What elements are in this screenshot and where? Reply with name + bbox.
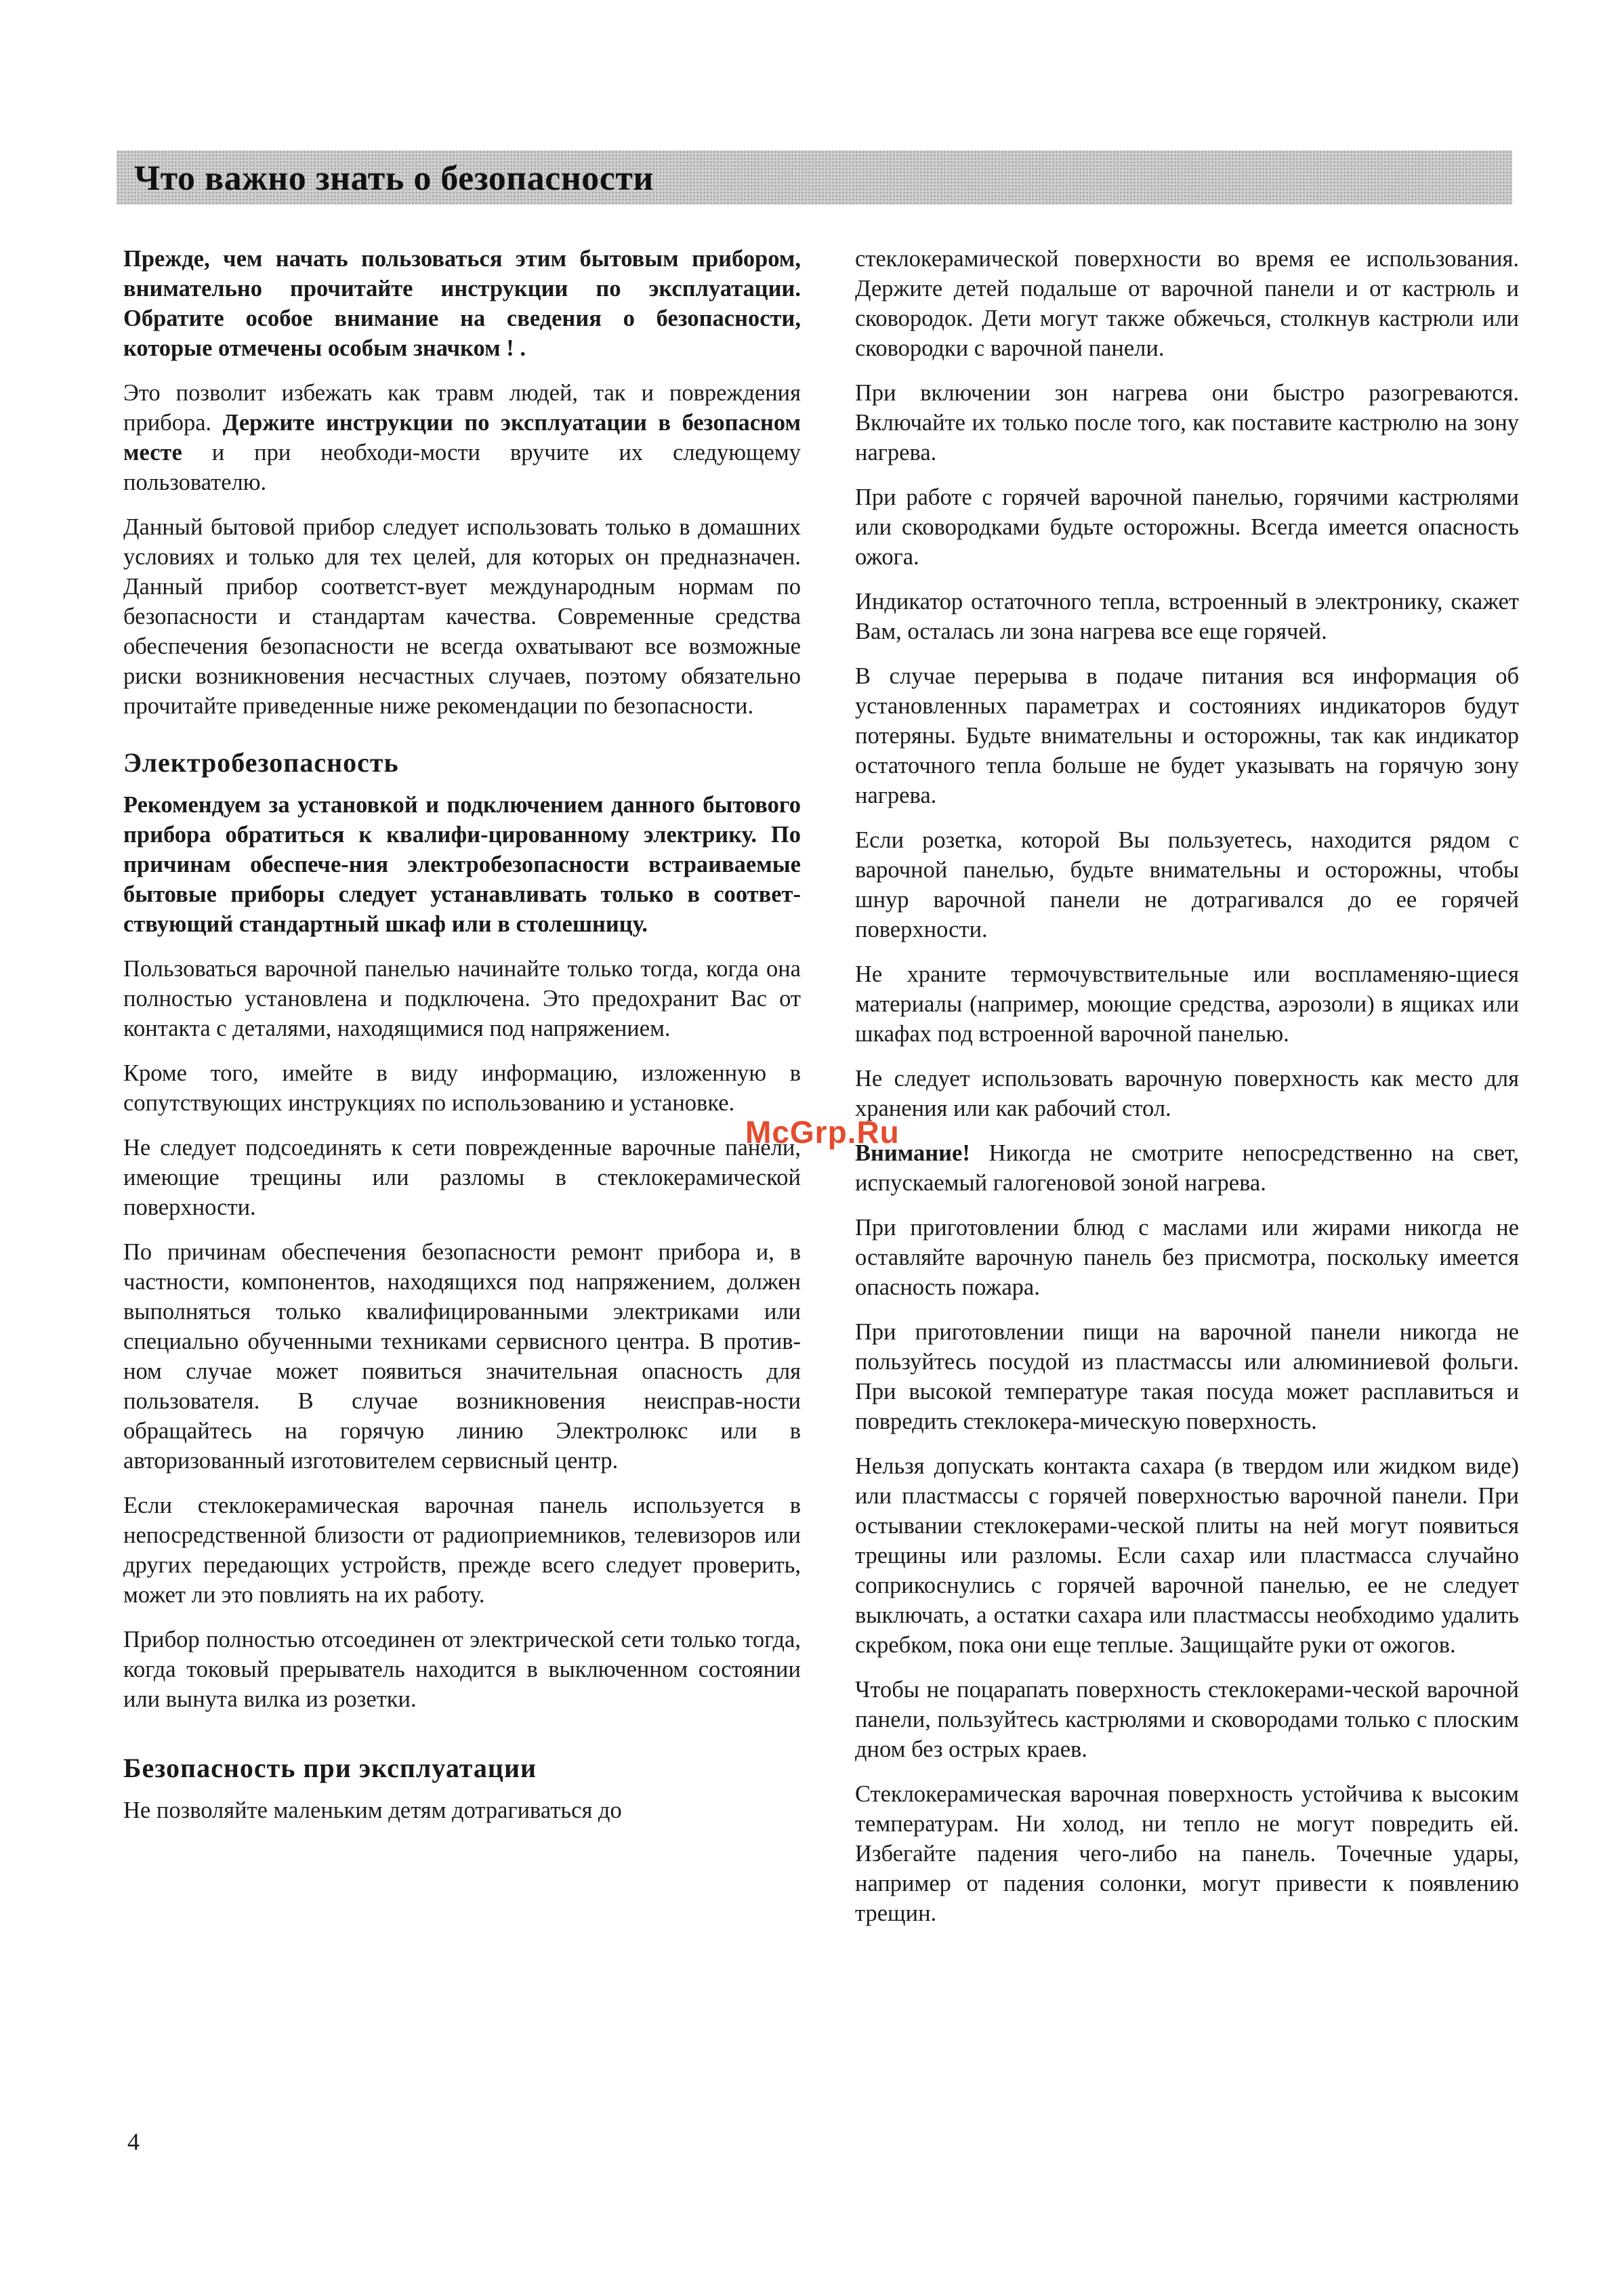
right-paragraph-2: При включении зон нагрева они быстро разогреваются. Включайте их только после того, как поставите кастрюлю на зону нагрева. — [855, 380, 1519, 465]
right-paragraph-13: Чтобы не поцарапать поверхность стеклокерами-ческой варочной панели, пользуйтесь кастрюлями и сковородами только с плоским дном без острых краев. — [855, 1677, 1519, 1762]
paragraph-4: Кроме того, имейте в виду информацию, изложенную в сопутствующих инструкциях по использованию и установке. — [123, 1060, 801, 1116]
right-column — [855, 244, 1519, 1943]
paragraph-5: Не следует подсоединять к сети поврежденные варочные панели, имеющие трещины или разломы в стеклокерамической поверхности. — [123, 1135, 801, 1220]
paragraph-8: Прибор полностью отсоединен от электрической сети только тогда, когда токовый прерыватель находится в выключенном состоянии или вынута вилка из розетки. — [123, 1627, 801, 1712]
paragraph-2: Данный бытовой прибор следует использовать только в домашних условиях и только для тех целей, для которых он предназначен. Данный прибор соответст-вует международным нормам по безопасности и стандартам качества. Современные средства обеспечения безопасности не всегда охватывают все возможные риски возникновения несчастных случаев, поэтому обязательно прочитайте приведенные ниже рекомендации по безопасности. — [123, 514, 801, 719]
paragraph-1-bold: Держите инструкции по эксплуатации в безопасном месте — [123, 410, 801, 465]
right-paragraph-6: Если розетка, которой Вы пользуетесь, находится рядом с варочной панелью, будьте внимательны и осторожны, чтобы шнур варочной панели не дотрагивался до ее горячей поверхности. — [855, 827, 1519, 942]
right-paragraph-3: При работе с горячей варочной панелью, горячими кастрюлями или сковородками будьте осторожны. Всегда имеется опасность ожога. — [855, 484, 1519, 570]
left-column — [123, 244, 801, 1840]
warning-text: Никогда не смотрите непосредственно на свет, испускаемый галогеновой зоной нагрева. — [855, 1140, 1519, 1196]
warning-label: Внимание! — [855, 1140, 970, 1166]
paragraph-9: Не позволяйте маленьким детям дотрагиваться до — [123, 1797, 622, 1823]
paragraph-3: Пользоваться варочной панелью начинайте только тогда, когда она полностью установлена и подключена. Это предохранит Вас от контакта с деталями, находящимися под напряжением. — [123, 956, 801, 1041]
paragraph-6: По причинам обеспечения безопасности ремонт прибора и, в частности, компонентов, находящихся под напряжением, должен выполняться только квалифицированными электриками или специально обученными техниками сервисного центра. В против-ном случае может появиться значительная опасность для пользователя. В случае возникновения неисправ-ности обращайтесь на горячую линию Электролюкс или в авторизованный изготовителем сервисный центр. — [123, 1239, 801, 1474]
intro-paragraph: Прежде, чем начать пользоваться этим бытовым прибором, внимательно прочитайте инструкции по эксплуатации. Обратите особое внимание на сведения о безопасности, которые отмечены особым значком ! . — [123, 246, 801, 361]
page-number: 4 — [127, 2128, 140, 2155]
right-paragraph-4: Индикатор остаточного тепла, встроенный в электронику, скажет Вам, осталась ли зона нагрева все еще горячей. — [855, 589, 1519, 644]
right-paragraph-7: Не храните термочувствительные или воспламеняю-щиеся материалы (например, моющие средства, аэрозоли) в ящиках или шкафах под встроенной варочной панелью. — [855, 961, 1519, 1047]
section-title-bar — [117, 150, 1512, 205]
paragraph-1 — [123, 378, 801, 497]
paragraph-7: Если стеклокерамическая варочная панель используется в непосредственной близости от радиоприемников, телевизоров или других передающих устройств, прежде всего следует проверить, может ли это повлиять на их работу. — [123, 1493, 801, 1608]
right-paragraph-12: Нельзя допускать контакта сахара (в твердом или жидком виде) или пластмассы с горячей поверхностью варочной панели. При остывании стеклокерами-ческой плиты на ней могут появиться трещины или разломы. Если сахар или пластмасса случайно соприкоснулись с горячей варочной панелью, ее не следует выключать, а остатки сахара или пластмассы необходимо удалить скребком, пока они еще теплые. Защищайте руки от ожогов. — [855, 1453, 1519, 1658]
right-paragraph-8: Не следует использовать варочную поверхность как место для хранения или как рабочий стол. — [855, 1066, 1519, 1121]
right-paragraph-5: В случае перерыва в подаче питания вся информация об установленных параметрах и состояниях индикаторов будут потеряны. Будьте внимательны и осторожны, так как индикатор остаточного тепла больше не будет указывать на горячую зону нагрева. — [855, 663, 1519, 808]
right-paragraph-11: При приготовлении пищи на варочной панели никогда не пользуйтесь посудой из пластмассы или алюминиевой фольги. При высокой температуре такая посуда может расплавиться и повредить стеклокера-мическую поверхность. — [855, 1319, 1519, 1434]
electrical-intro-paragraph: Рекомендуем за установкой и подключением данного бытового прибора обратиться к квалифи-цированному электрику. По причинам обеспече-ния электробезопасности встраиваемые бытовые приборы следует устанавливать только в соответ-ствующий стандартный шкаф или в столешницу. — [123, 792, 801, 937]
page-title: Что важно знать о безопасности — [134, 159, 654, 198]
right-paragraph-14: Стеклокерамическая варочная поверхность устойчива к высоким температурам. Ни холод, ни тепло не могут повредить ей. Избегайте падения чего-либо на панель. Точечные удары, например от падения солонки, могут привести к появлению трещин. — [855, 1781, 1519, 1926]
section-heading-operation: Безопасность при эксплуатации — [123, 1753, 537, 1783]
right-paragraph-9 — [855, 1138, 1519, 1198]
section-heading-electrical: Электробезопасность — [123, 747, 399, 778]
paragraph-1-start: Это позволит избежать как травм людей, так и повреждения прибора. — [123, 380, 801, 436]
paragraph-1-end: и при необходи-мости вручите их следующему пользователю. — [123, 440, 801, 495]
right-paragraph-1: стеклокерамической поверхности во время ее использования. Держите детей подальше от варочной панели и от кастрюль и сковородок. Дети могут также обжечься, столкнув кастрюли или сковородки с варочной панели. — [855, 246, 1519, 361]
right-paragraph-10: При приготовлении блюд с маслами или жирами никогда не оставляйте варочную панель без присмотра, поскольку имеется опасность пожара. — [855, 1215, 1519, 1300]
watermark: McGrp.Ru — [745, 1115, 900, 1150]
